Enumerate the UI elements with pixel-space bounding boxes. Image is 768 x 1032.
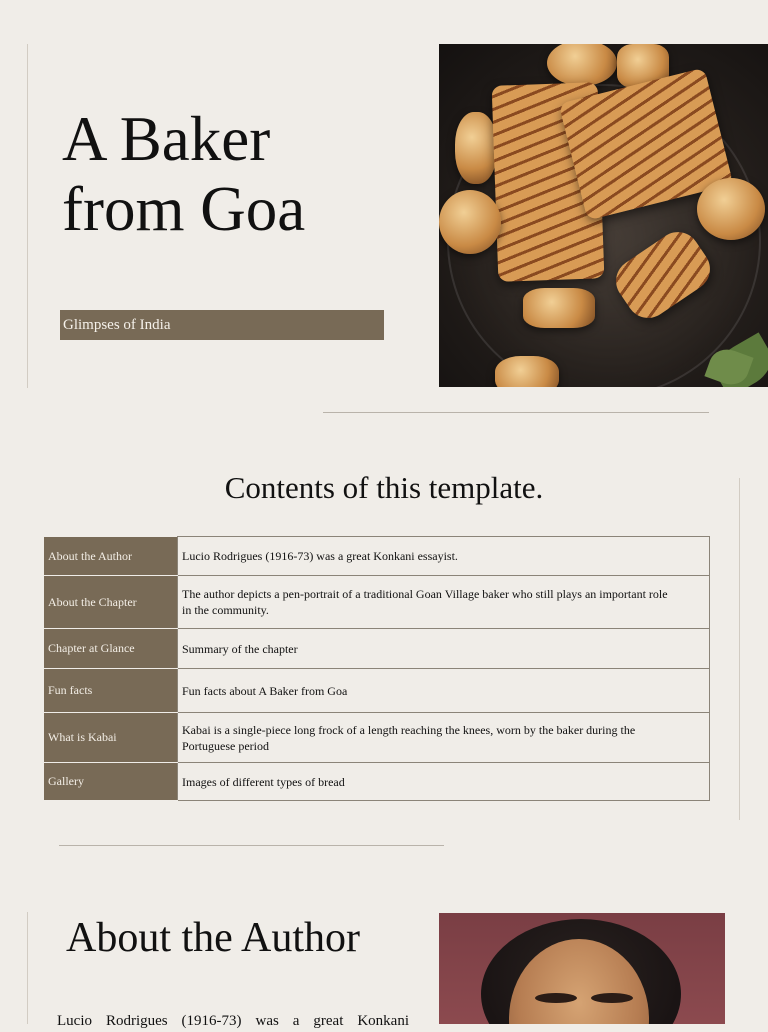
table-row bbox=[45, 629, 710, 669]
author-portrait bbox=[439, 913, 725, 1024]
row-description: Fun facts about A Baker from Goa bbox=[178, 669, 710, 713]
left-divider-line bbox=[27, 44, 28, 388]
subtitle-banner: Glimpses of India bbox=[60, 310, 384, 340]
round-bread bbox=[523, 288, 595, 328]
left-divider-line bbox=[27, 912, 28, 1024]
table-row bbox=[45, 713, 710, 763]
title-line-2: from Goa bbox=[62, 174, 306, 244]
table-row bbox=[45, 763, 710, 801]
title-line-1: A Baker bbox=[62, 104, 271, 174]
row-label: What is Kabai bbox=[45, 713, 178, 763]
table-row bbox=[45, 537, 710, 576]
row-description: Lucio Rodrigues (1916-73) was a great Konkani essayist. bbox=[178, 537, 710, 576]
author-heading: About the Author bbox=[66, 915, 360, 961]
table-row bbox=[45, 576, 710, 629]
contents-table bbox=[44, 536, 710, 801]
portrait-brow bbox=[535, 993, 577, 1003]
right-divider-line bbox=[739, 478, 740, 820]
row-label: About the Chapter bbox=[45, 576, 178, 629]
row-label: Fun facts bbox=[45, 669, 178, 713]
round-bread bbox=[439, 190, 501, 254]
portrait-brow bbox=[591, 993, 633, 1003]
row-description: Images of different types of bread bbox=[178, 763, 710, 801]
author-bio-text: Lucio Rodrigues (1916-73) was a great Konkani bbox=[57, 1013, 409, 1029]
row-description: Kabai is a single-piece long frock of a length reaching the knees, worn by the baker during the Portuguese period bbox=[178, 713, 710, 763]
round-bread bbox=[455, 112, 497, 184]
contents-heading: Contents of this template. bbox=[224, 470, 544, 505]
page-title bbox=[62, 104, 402, 244]
section-divider bbox=[59, 845, 444, 846]
round-bread bbox=[697, 178, 765, 240]
row-label: Chapter at Glance bbox=[45, 629, 178, 669]
table-row bbox=[45, 669, 710, 713]
bread-photo bbox=[439, 44, 768, 387]
row-label: About the Author bbox=[45, 537, 178, 576]
row-description: The author depicts a pen-portrait of a traditional Goan Village baker who still plays an important role in the community. bbox=[178, 576, 710, 629]
round-bread bbox=[495, 356, 559, 387]
round-bread bbox=[547, 44, 617, 86]
section-divider bbox=[323, 412, 709, 413]
row-label: Gallery bbox=[45, 763, 178, 801]
row-description: Summary of the chapter bbox=[178, 629, 710, 669]
